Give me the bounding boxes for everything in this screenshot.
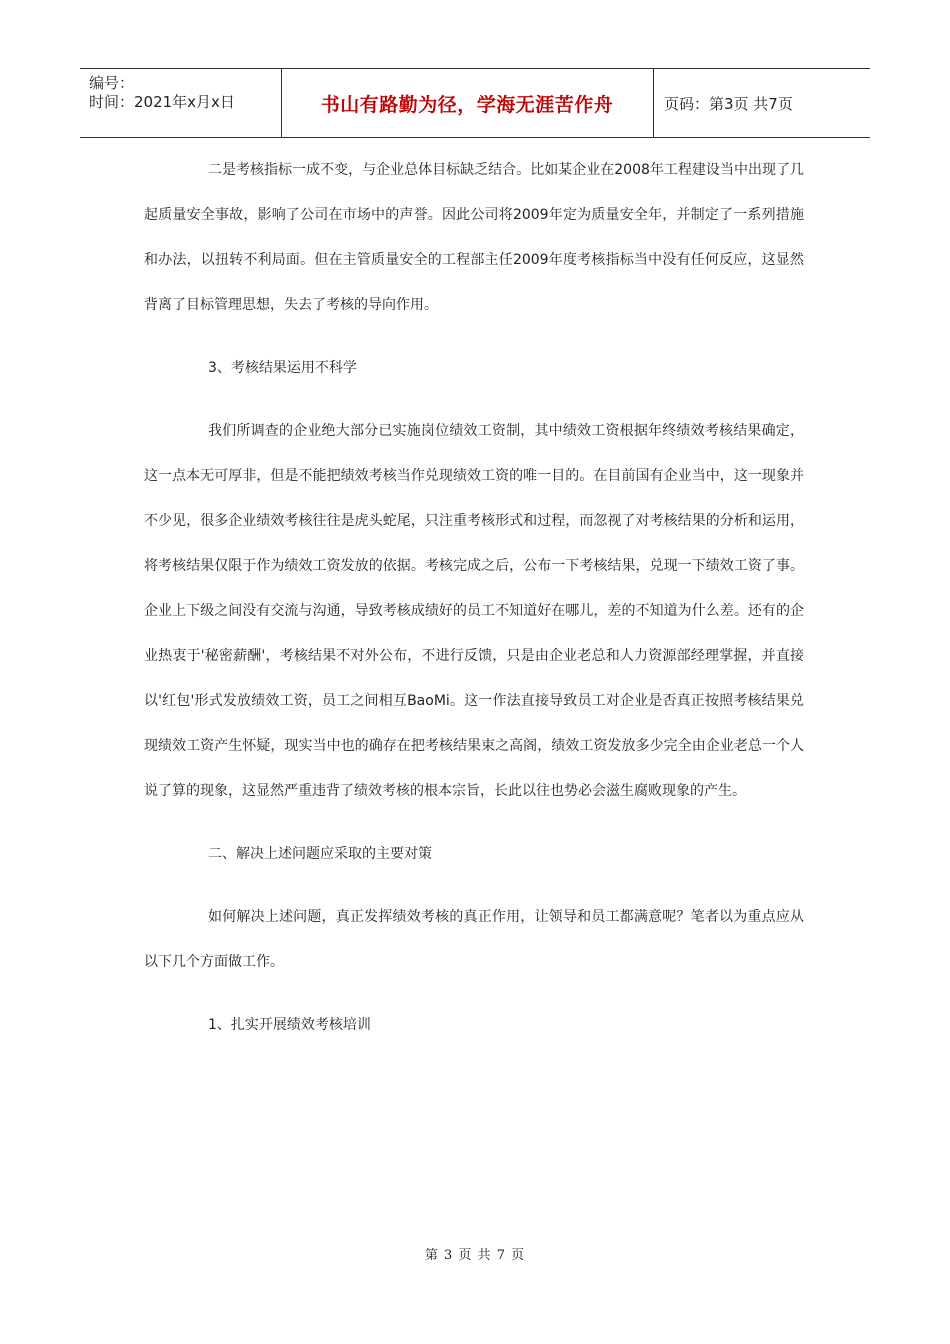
- document-time-label: 时间：2021年x月x日: [89, 93, 235, 111]
- paragraph-2: 我们所调查的企业绝大部分已实施岗位绩效工资制，其中绩效工资根据年终绩效考核结果确定，这一点本无可厚非，但是不能把绩效考核当作兑现绩效工资的唯一目的。在目前国有企业当中，这一现象并不少见，很多企业绩效考核往往是虎头蛇尾，只注重考核形式和过程，而忽视了对考核结果的分析和运用，将考核结果仅限于作为绩效工资发放的依据。考核完成之后，公布一下考核结果，兑现一下绩效工资了事。企业上下级之间没有交流与沟通，导致考核成绩好的员工不知道好在哪儿，差的不知道为什么差。还有的企业热衷于'秘密薪酬'，考核结果不对外公布，不进行反馈，只是由企业老总和人力资源部经理掌握，并直接以'红包'形式发放绩效工资，员工之间相互BaoMi。这一作法直接导致员工对企业是否真正按照考核结果兑现绩效工资产生怀疑，现实当中也的确存在把考核结果束之高阁，绩效工资发放多少完全由企业老总一个人说了算的现象，这显然严重违背了绩效考核的根本宗旨，长此以往也势必会滋生腐败现象的产生。: [144, 423, 804, 799]
- document-code-label: 编号：: [89, 74, 135, 92]
- header-motto-cell: [281, 69, 654, 137]
- section-heading-countermeasures: 二、解决上述问题应采取的主要对策: [208, 846, 432, 862]
- page-footer: 第 3 页 共 7 页: [424, 1248, 526, 1263]
- paragraph-1: 二是考核指标一成不变，与企业总体目标缺乏结合。比如某企业在2008年工程建设当中出现了几起质量安全事故，影响了公司在市场中的声誉。因此公司将2009年定为质量安全年，并制定了一系列措施和办法，以扭转不利局面。但在主管质量安全的工程部主任2009年度考核指标当中没有任何反应，这显然背离了目标管理思想，失去了考核的导向作用。: [144, 162, 804, 313]
- section-heading-1: 1、扎实开展绩效考核培训: [208, 1017, 371, 1033]
- document-body: [144, 148, 804, 1048]
- paragraph-3: 如何解决上述问题，真正发挥绩效考核的真正作用，让领导和员工都满意呢？笔者以为重点应从以下几个方面做工作。: [144, 909, 804, 970]
- header-right-cell: [654, 69, 870, 137]
- section-heading-3: 3、考核结果运用不科学: [208, 360, 357, 376]
- header-page-info: 页码：第3页 共7页: [664, 94, 793, 113]
- header-motto: 书山有路勤为径，学海无涯苦作舟: [320, 93, 614, 116]
- page-header: [80, 68, 870, 138]
- header-left-cell: [80, 69, 282, 137]
